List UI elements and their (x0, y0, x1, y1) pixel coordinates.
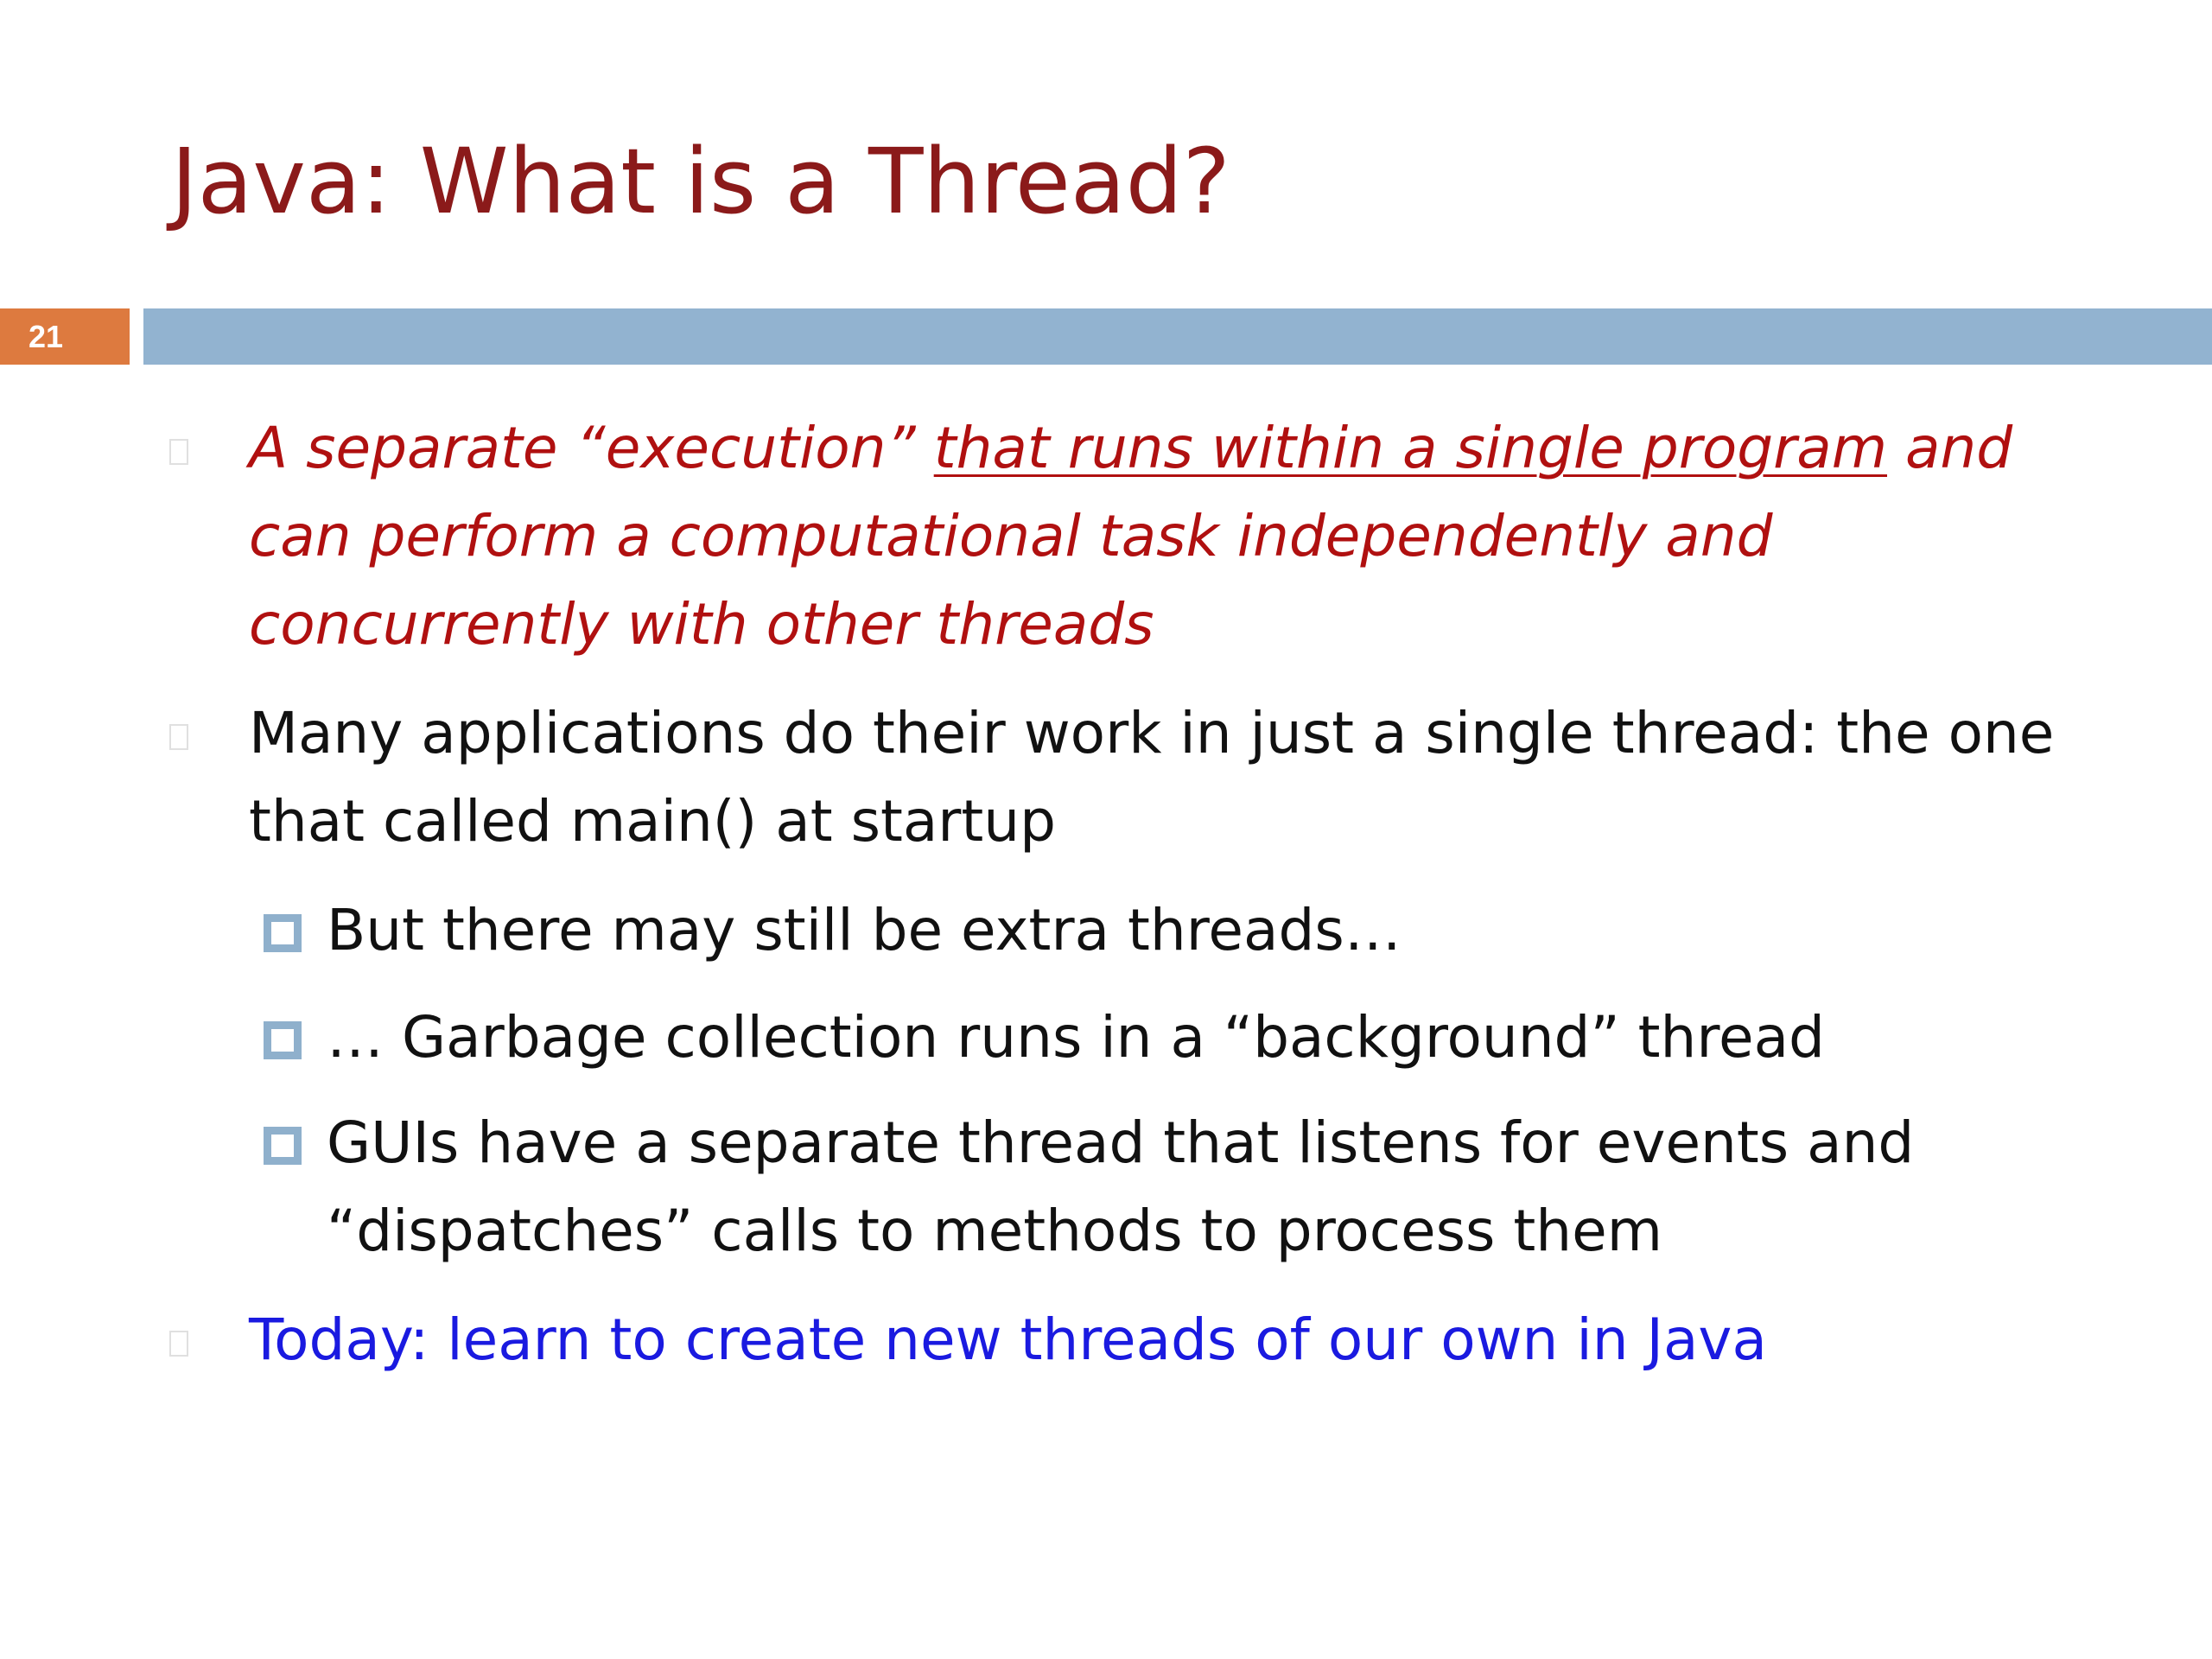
slide-number-badge (0, 308, 130, 365)
definition-bullet-line-1 (249, 404, 2012, 493)
definition-bullet-line-3: concurrently with other threads (249, 591, 1154, 658)
bullet-square-icon (169, 1331, 188, 1357)
bullet-square-icon (169, 724, 188, 750)
sub-bullet-square-icon (264, 1127, 302, 1165)
sub-bullet-guis-line-2: “dispatches” calls to methods to process them (327, 1198, 1663, 1264)
sub-bullet-garbage-collection: … Garbage collection runs in a “background” thread (327, 1004, 1825, 1071)
definition-text-post: and (1887, 415, 2013, 481)
definition-bullet-line-2: can perform a computational task independently and (249, 503, 1773, 569)
definition-text-underlined: that runs within a single program (933, 415, 1887, 481)
bullet-square-icon (169, 439, 188, 465)
sub-bullet-square-icon (264, 1021, 302, 1059)
header-divider-bar (143, 308, 2212, 365)
slide-number: 21 (28, 319, 64, 354)
closing-bullet: Today: learn to create new threads of our own in Java (249, 1306, 1767, 1373)
slide-title: Java: What is a Thread? (171, 129, 1230, 234)
definition-text-pre: A separate “execution” (249, 415, 934, 481)
sub-bullet-square-icon (264, 914, 302, 952)
applications-bullet-line-1: Many applications do their work in just a single thread: the one (249, 700, 2055, 766)
sub-bullet-guis-line-1: GUIs have a separate thread that listens for events and (327, 1109, 1915, 1176)
sub-bullet-extra-threads: But there may still be extra threads… (327, 897, 1402, 963)
applications-bullet-line-2: that called main() at startup (249, 788, 1057, 855)
